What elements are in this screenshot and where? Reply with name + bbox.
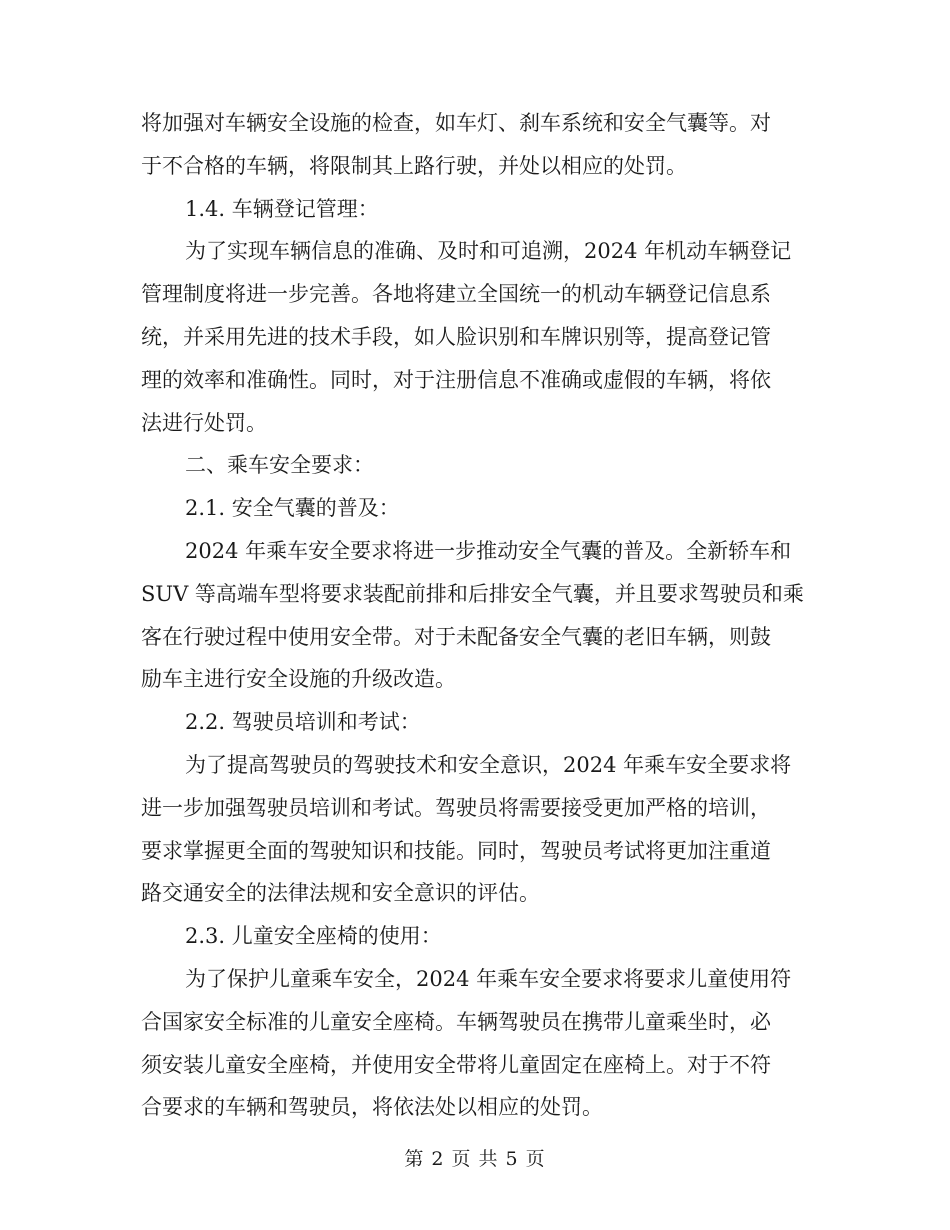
- body-line: 合国家安全标准的儿童安全座椅。车辆驾驶员在携带儿童乘坐时，必: [141, 1009, 771, 1034]
- body-line: 进一步加强驾驶员培训和考试。驾驶员将需要接受更加严格的培训，: [141, 795, 771, 820]
- body-line: 要求掌握更全面的驾驶知识和技能。同时，驾驶员考试将更加注重道: [141, 838, 771, 863]
- section-heading: 2.2. 驾驶员培训和考试：: [185, 710, 421, 735]
- chapter-heading: 二、乘车安全要求：: [185, 453, 374, 478]
- body-line: 管理制度将进一步完善。各地将建立全国统一的机动车辆登记信息系: [141, 282, 771, 307]
- body-line: SUV 等高端车型将要求装配前排和后排安全气囊，并且要求驾驶员和乘: [141, 581, 804, 606]
- body-line: 统，并采用先进的技术手段，如人脸识别和车牌识别等，提高登记管: [141, 324, 771, 349]
- body-line: 客在行驶过程中使用安全带。对于未配备安全气囊的老旧车辆，则鼓: [141, 624, 771, 649]
- section-heading: 2.1. 安全气囊的普及：: [185, 496, 400, 521]
- body-line: 将加强对车辆安全设施的检查，如车灯、刹车系统和安全气囊等。对: [141, 111, 771, 135]
- section-heading: 2.3. 儿童安全座椅的使用：: [185, 924, 442, 949]
- body-line: 路交通安全的法律法规和安全意识的评估。: [141, 881, 540, 906]
- body-line: 为了提高驾驶员的驾驶技术和安全意识，2024 年乘车安全要求将: [185, 752, 792, 777]
- body-line: 须安装儿童安全座椅，并使用安全带将儿童固定在座椅上。对于不符: [141, 1052, 771, 1077]
- body-line: 于不合格的车辆，将限制其上路行驶，并处以相应的处罚。: [141, 153, 687, 178]
- body-line: 2024 年乘车安全要求将进一步推动安全气囊的普及。全新轿车和: [185, 538, 792, 563]
- body-line: 法进行处罚。: [141, 410, 267, 435]
- body-line: 合要求的车辆和驾驶员，将依法处以相应的处罚。: [141, 1095, 603, 1120]
- section-heading: 1.4. 车辆登记管理：: [185, 196, 379, 221]
- body-line: 为了实现车辆信息的准确、及时和可追溯，2024 年机动车辆登记: [185, 239, 792, 264]
- body-line: 理的效率和准确性。同时，对于注册信息不准确或虚假的车辆，将依: [141, 367, 771, 392]
- body-line: 为了保护儿童乘车安全，2024 年乘车安全要求将要求儿童使用符: [185, 966, 792, 991]
- document-body: [141, 102, 813, 1129]
- page-number-footer: 第 2 页 共 5 页: [404, 1148, 546, 1170]
- body-line: 励车主进行安全设施的升级改造。: [141, 667, 456, 692]
